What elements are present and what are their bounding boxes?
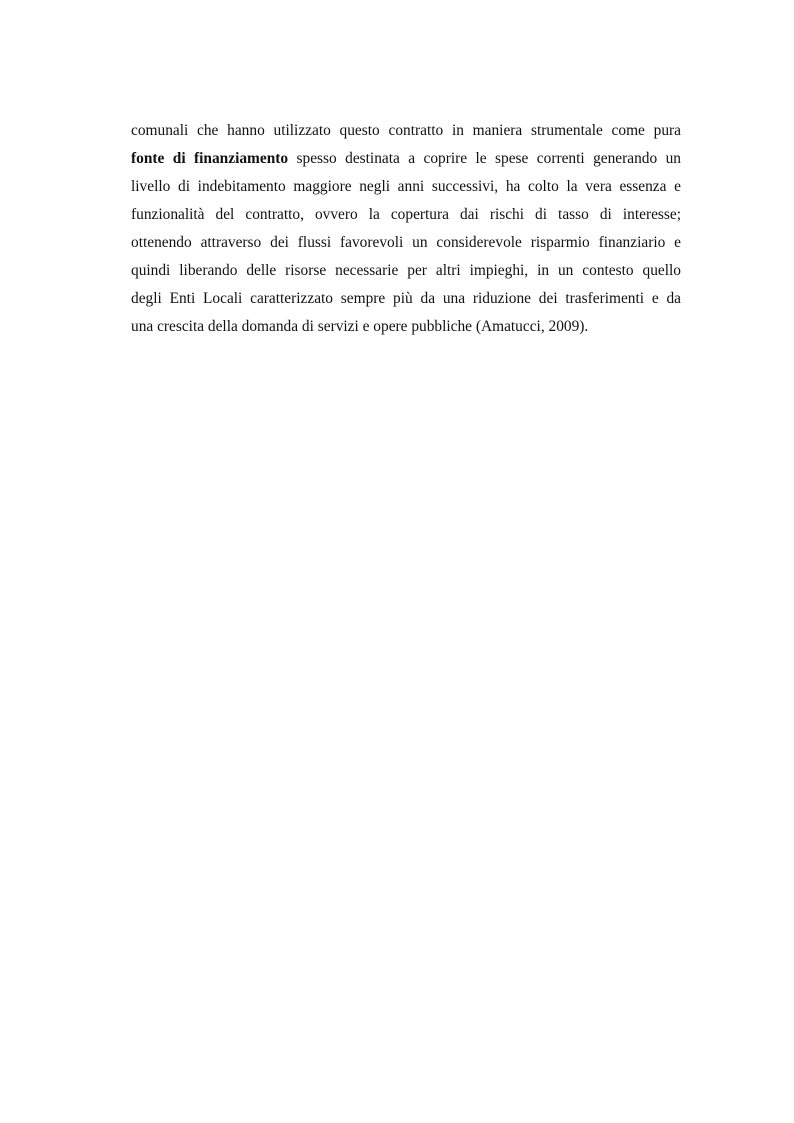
paragraph (131, 117, 681, 341)
bold-term: fonte di finanziamento (131, 150, 289, 167)
text-line-8: una crescita della domanda di servizi e opere pubbliche (Amatucci, 2009). (131, 318, 589, 335)
text-line-6: quindi liberando delle risorse necessarie per altri impieghi, in un contesto quello (131, 262, 681, 279)
text-line-7: degli Enti Locali caratterizzato sempre più da una riduzione dei trasferimenti e da (131, 290, 681, 307)
text-line-3: livello di indebitamento maggiore negli anni successivi, ha colto la vera essenza e (131, 178, 681, 195)
text-line-5: ottenendo attraverso dei flussi favorevoli un considerevole risparmio finanziario e (131, 234, 681, 251)
text-line-1: comunali che hanno utilizzato questo contratto in maniera strumentale come pura (131, 122, 681, 139)
text-line-2 (131, 145, 681, 173)
text-line-4: funzionalità del contratto, ovvero la copertura dai rischi di tasso di interesse; (131, 206, 681, 223)
text-line-2-rest: spesso destinata a coprire le spese correnti generando un (296, 150, 681, 167)
